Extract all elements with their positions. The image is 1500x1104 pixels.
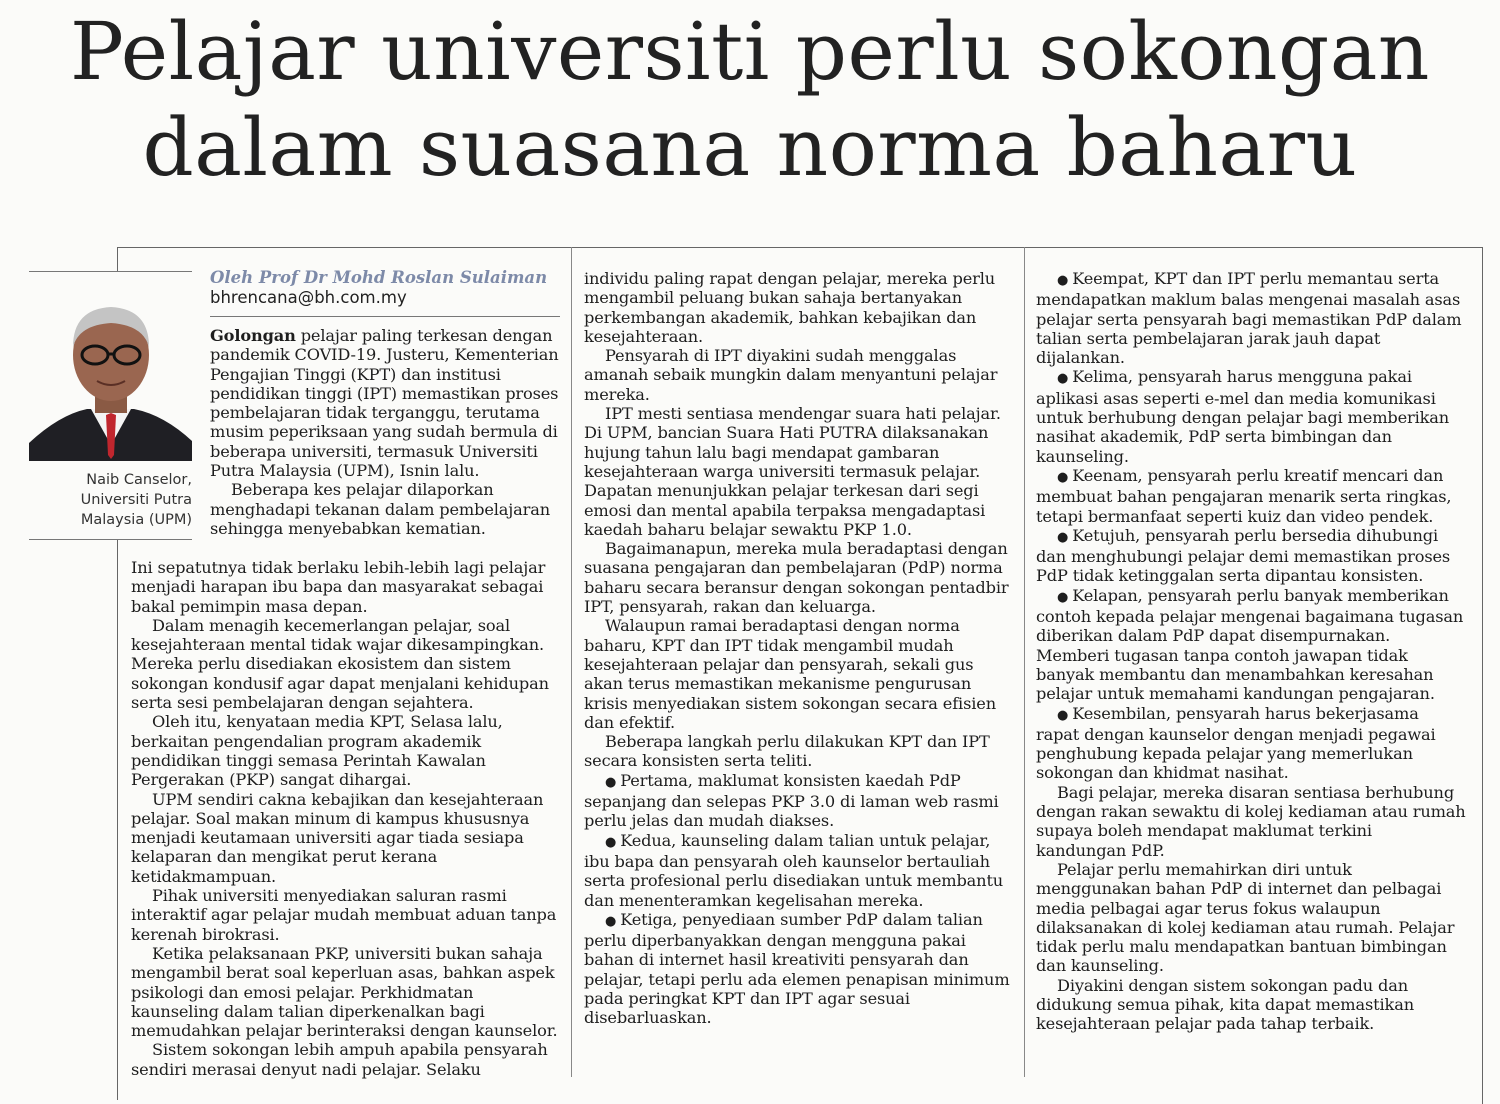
bullet-point: ● Ketiga, penyediaan sumber PdP dalam talian perlu diperbanyakkan dengan mengguna pakai bahan di internet hasil kreativiti pensyarah dan pelajar, tetapi perlu ada elemen penapisan minimum pada peringkat KPT dan IPT agar sesuai disebarluaskan.: [584, 910, 1014, 1028]
bullet-point: ● Keempat, KPT dan IPT perlu memantau serta mendapatkan maklum balas mengenai masalah asas pelajar serta pensyarah bagi memastikan PdP dalam talian serta pembelajaran jarak jauh dapat dijalankan.: [1036, 269, 1466, 367]
bullet-point: ● Pertama, maklumat konsisten kaedah PdP sepanjang dan selepas PKP 3.0 di laman web rasmi perlu jelas dan mudah diakses.: [584, 771, 1014, 831]
caption-line-3: Malaysia (UPM): [80, 512, 192, 528]
paragraph: Sistem sokongan lebih ampuh apabila pensyarah sendiri merasai denyut nadi pelajar. Selaku: [131, 1040, 548, 1079]
column-1-body: [131, 558, 561, 1079]
paragraph: Pensyarah di IPT diyakini sudah menggalas amanah sebaik mungkin dalam menyantuni pelajar mereka.: [584, 346, 998, 404]
author-byline: Oleh Prof Dr Mohd Roslan Sulaiman: [210, 268, 548, 287]
paragraph: Ketika pelaksanaan PKP, universiti bukan sahaja mengambil berat soal keperluan asas, bahkan aspek psikologi dan emosi pelajar. Perkhidmatan kaunseling dalam talian diperkenalkan bagi memudahkan pelajar berinteraksi dengan kaunselor.: [131, 943, 558, 1041]
paragraph: Walaupun ramai beradaptasi dengan norma baharu, KPT dan IPT tidak mengambil mudah kesejahteraan pelajar dan pensyarah, sekali gus akan terus memastikan mekanisme pengurusan krisis menyediakan sistem sokongan secara efisien dan efektif.: [584, 616, 996, 732]
paragraph: Beberapa langkah perlu dilakukan KPT dan IPT secara konsisten serta teliti.: [584, 732, 990, 771]
paragraph: Dalam menagih kecemerlangan pelajar, soal kesejahteraan mental tidak wajar dikesampingkan. Mereka perlu disediakan ekosistem dan sistem sokongan kondusif agar dapat menjalani kehidupan serta sesi pembelajaran dengan sejahtera.: [131, 615, 549, 713]
bullet-point: ● Kelapan, pensyarah perlu banyak memberikan contoh kepada pelajar mengenai bagaimana tugasan diberikan dalam PdP dapat disempurnakan. Memberi tugasan tanpa contoh jawapan tidak banyak membantu dan menambahkan keresahan pelajar untuk memahami kandungan pengajaran.: [1036, 586, 1466, 704]
paragraph: Oleh itu, kenyataan media KPT, Selasa lalu, berkaitan pengendalian program akademik pendidikan tinggi semasa Perintah Kawalan Pergerakan (PKP) sangat dihargai.: [131, 712, 503, 790]
paragraph: Pelajar perlu memahirkan diri untuk menggunakan bahan PdP di internet dan pelbagai media pelbagai agar terus fokus walaupun dilaksanakan di kolej kediaman atau rumah. Pelajar tidak perlu malu mendapatkan bantuan bimbingan dan kaunseling.: [1036, 859, 1455, 976]
paragraph: UPM sendiri cakna kebajikan dan kesejahteraan pelajar. Soal makan minum di kampus khususnya menjadi keutamaan universiti agar tiada sesiapa kelaparan dan mengikat perut kerana ketidakmampuan.: [131, 789, 544, 886]
paragraph: IPT mesti sentiasa mendengar suara hati pelajar. Di UPM, bancian Suara Hati PUTRA dilaksanakan hujung tahun lalu bagi mendapat gambaran kesejahteraan warga universiti termasuk pelajar. Dapatan menunjukkan pelajar terkesan dari segi emosi dan mental apabila terpaksa mengadaptasi kaedah baharu belajar sewaktu PKP 1.0.: [584, 404, 1001, 539]
author-email: bhrencana@bh.com.my: [210, 288, 407, 307]
bullet-point: ● Kesembilan, pensyarah harus bekerjasama rapat dengan kaunselor dengan menjadi pegawai penghubung kepada pelajar yang memerlukan sokongan dan khidmat nasihat.: [1036, 704, 1466, 783]
bullet-point: ● Kedua, kaunseling dalam talian untuk pelajar, ibu bapa dan pensyarah oleh kaunselor bertauliah serta profesional perlu disediakan untuk membantu dan menenteramkan kegelisahan mereka.: [584, 831, 1014, 910]
headline-line-1: Pelajar universiti perlu sokongan: [70, 5, 1430, 98]
photo-top-rule: [29, 271, 192, 272]
headline: [0, 4, 1500, 196]
author-portrait-icon: [29, 295, 192, 461]
frame-left-rule-upper: [117, 247, 118, 271]
paragraph: Pihak universiti menyediakan saluran rasmi interaktif agar pelajar mudah membuat aduan tanpa kerenah birokrasi.: [131, 886, 557, 944]
paragraph: Beberapa kes pelajar dilaporkan menghadapi tekanan dalam pembelajaran sehingga menyebabkan kematian.: [210, 480, 551, 538]
lead-bold-word: Golongan: [210, 326, 296, 345]
headline-line-2: dalam suasana norma baharu: [142, 101, 1358, 194]
column-1-lead: [210, 326, 560, 538]
column-divider-2: [1024, 247, 1025, 1077]
byline-rule: [210, 316, 560, 317]
paragraph: Ini sepatutnya tidak berlaku lebih-lebih lagi pelajar menjadi harapan ibu bapa dan masyarakat sebagai bakal pemimpin masa depan.: [131, 558, 546, 616]
paragraph: Diyakini dengan sistem sokongan padu dan didukung semua pihak, kita dapat memastikan kesejahteraan pelajar pada tahap terbaik.: [1036, 975, 1414, 1034]
caption-line-2: Universiti Putra: [80, 492, 192, 508]
photo-caption: [29, 470, 192, 530]
bullet-point: ● Kelima, pensyarah harus mengguna pakai aplikasi asas seperti e-mel dan media komunikasi untuk berhubung dengan pelajar bagi memberikan nasihat akademik, PdP serta bimbingan dan kaunseling.: [1036, 367, 1466, 465]
paragraph: Bagaimanapun, mereka mula beradaptasi dengan suasana pengajaran dan pembelajaran (PdP) norma baharu secara beransur dengan sokongan pentadbir IPT, pensyarah, rakan dan keluarga.: [584, 539, 1009, 617]
bullet-point: ● Ketujuh, pensyarah perlu bersedia dihubungi dan menghubungi pelajar demi memastikan proses PdP tidak ketinggalan serta dipantau konsisten.: [1036, 526, 1466, 586]
column-3: [1036, 269, 1466, 1034]
frame-left-rule-lower: [117, 540, 118, 1100]
caption-line-1: Naib Canselor,: [86, 472, 192, 488]
bullet-point: ● Keenam, pensyarah perlu kreatif mencari dan membuat bahan pengajaran menarik serta ringkas, tetapi bermanfaat seperti kuiz dan video pendek.: [1036, 466, 1466, 526]
column-2: [584, 269, 1014, 1028]
paragraph: Bagi pelajar, mereka disaran sentiasa berhubung dengan rakan sewaktu di kolej kediaman atau rumah supaya boleh mendapat maklumat terkini kandungan PdP.: [1036, 782, 1466, 860]
paragraph-lead: Golongan pelajar paling terkesan dengan pandemik COVID-19. Justeru, Kementerian Pengajian Tinggi (KPT) dan institusi pendidikan tinggi (IPT) memastikan proses pembelajaran tidak terganggu, terutama musim peperiksaan yang sudah bermula di beberapa universiti, termasuk Universiti Putra Malaysia (UPM), Isnin lalu.: [210, 326, 559, 481]
frame-right-rule: [1482, 247, 1483, 1104]
photo-bottom-rule: [29, 539, 192, 540]
column-divider-1: [571, 247, 572, 1077]
frame-top-rule: [117, 247, 1483, 248]
paragraph: individu paling rapat dengan pelajar, mereka perlu mengambil peluang bukan sahaja bertanyakan perkembangan akademik, bahkan kebajikan dan kesejahteraan.: [584, 269, 996, 346]
